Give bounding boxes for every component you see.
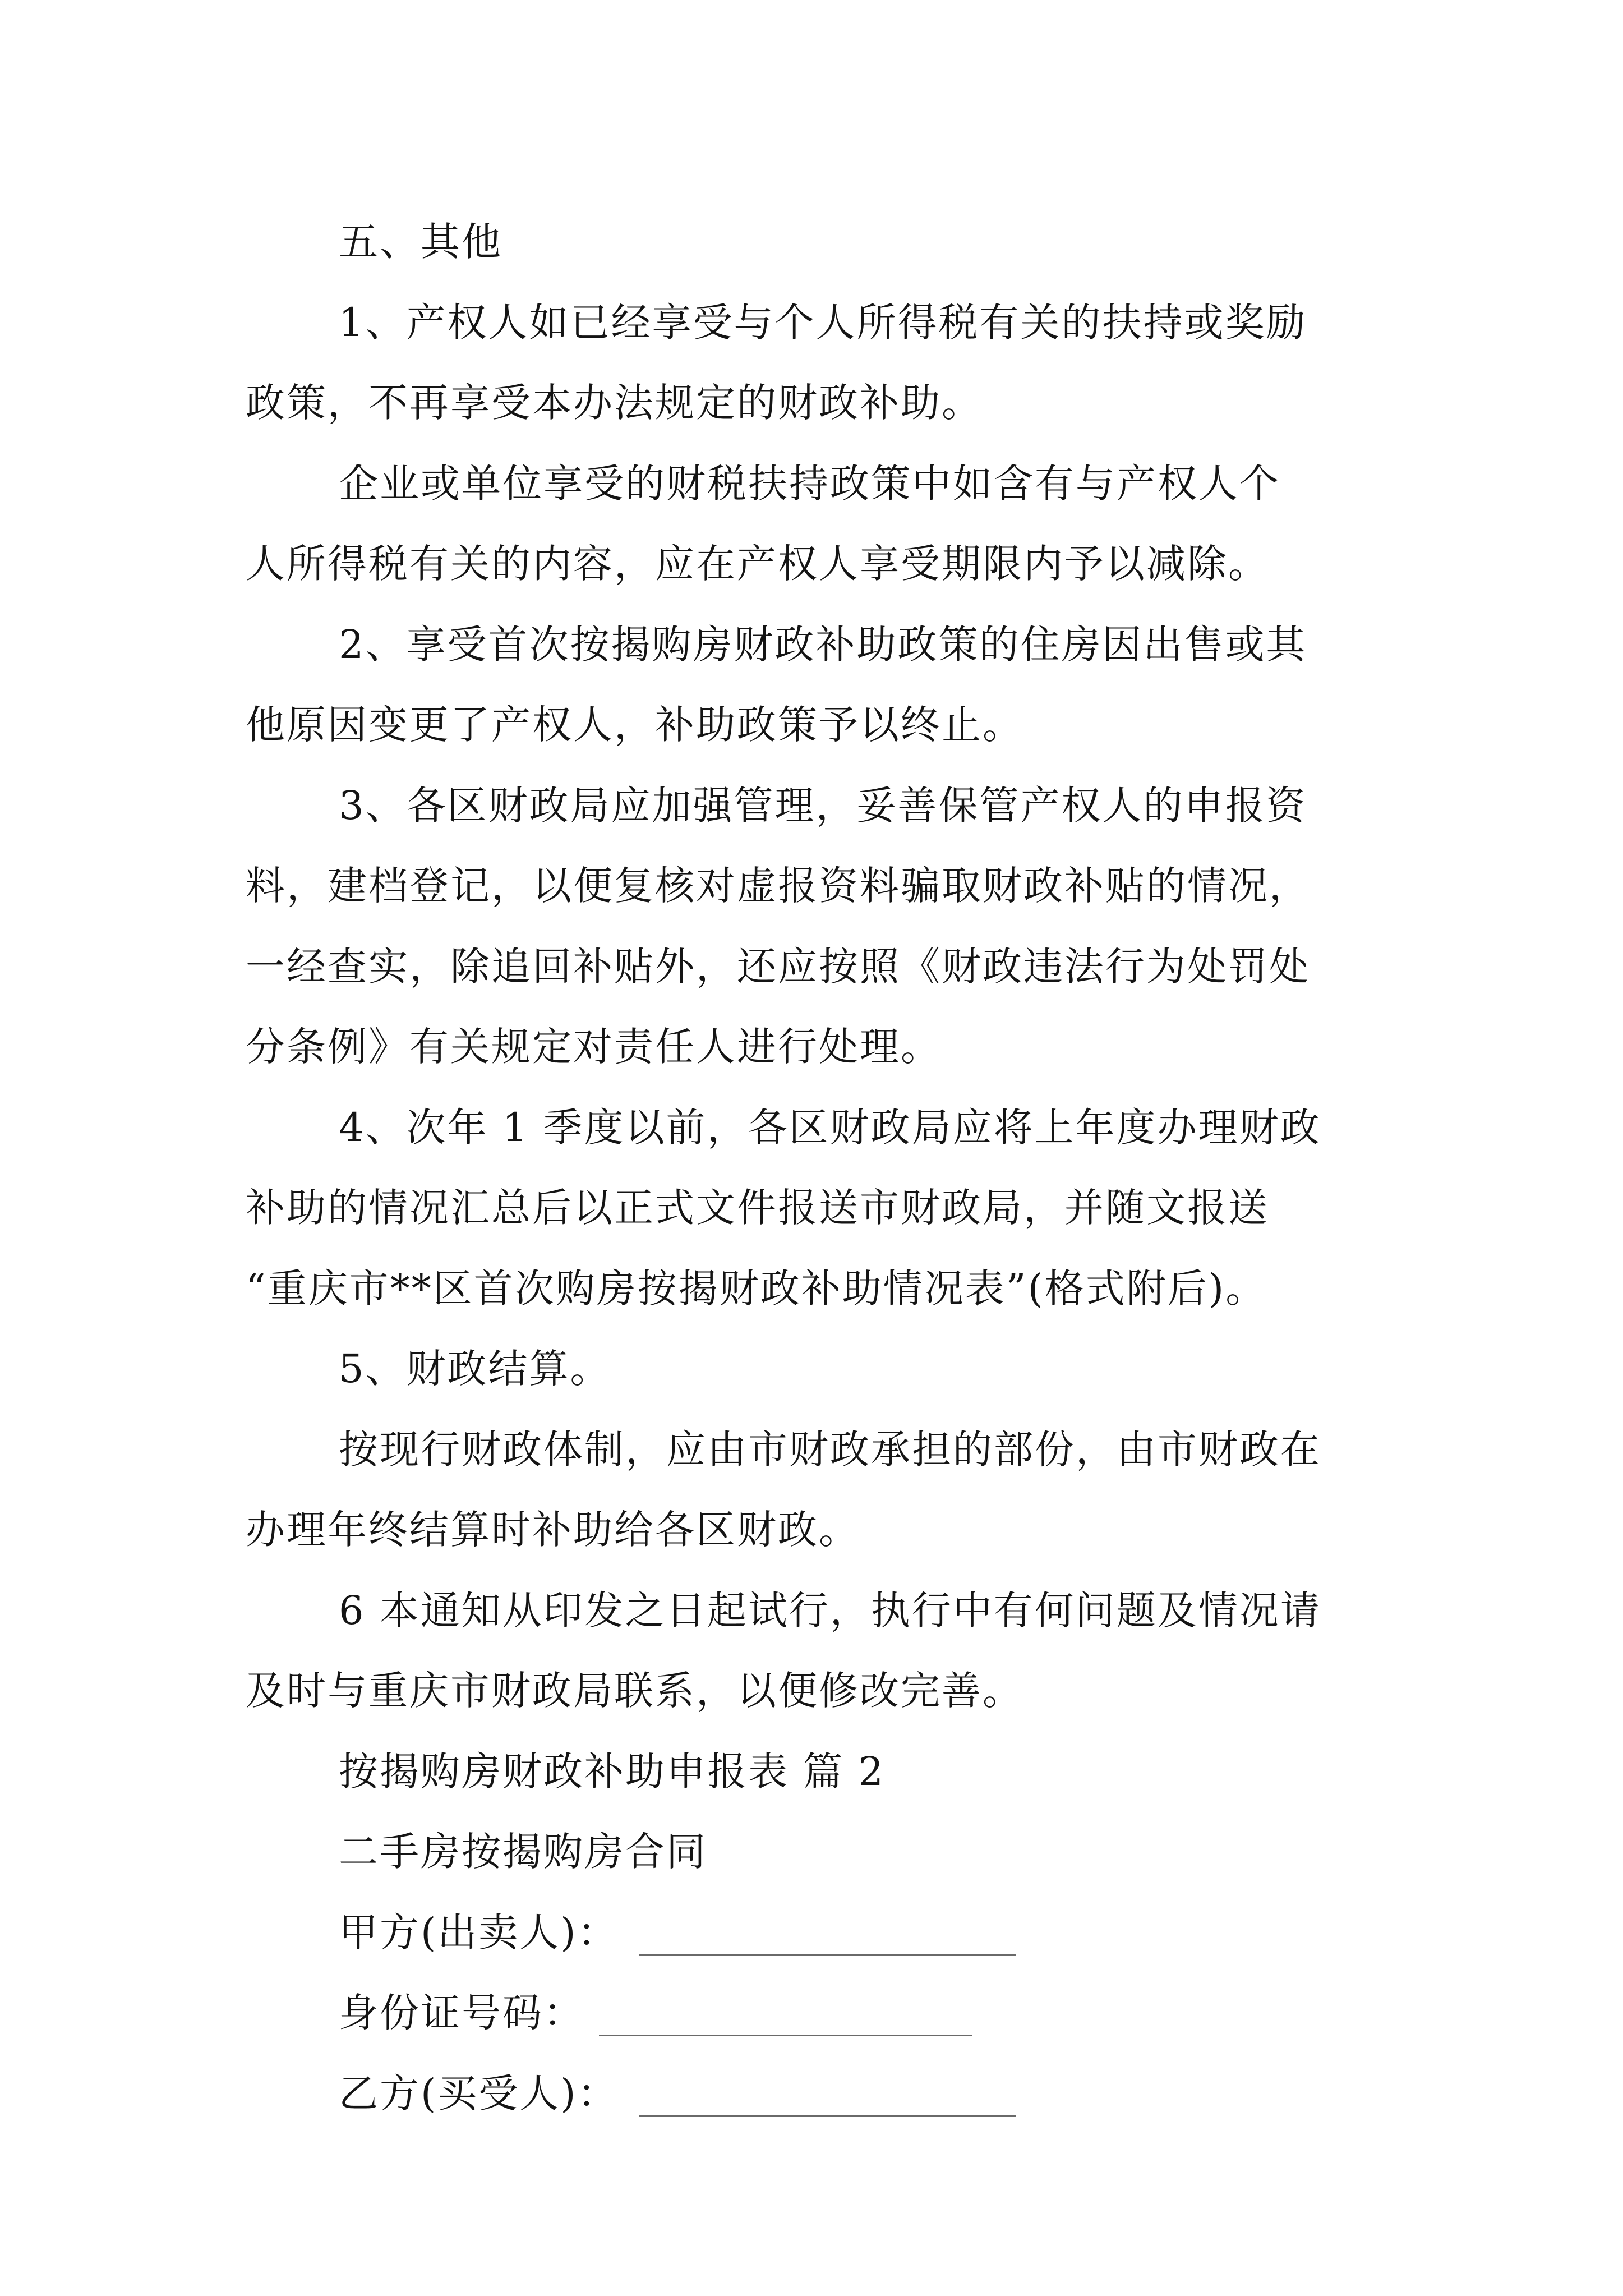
paragraph-1-line-2: 政策，不再享受本办法规定的财政补助。 [246,380,983,426]
paragraph-7-line-2: 办理年终结算时补助给各区财政。 [246,1507,860,1553]
article-title: 按揭购房财政补助申报表 篇 2 [339,1749,886,1795]
paragraph-2-line-1: 企业或单位享受的财税扶持政策中如含有与产权人个 [339,461,1280,507]
section-heading: 五、其他 [339,219,502,265]
buyer-label: 乙方(买受人)： [339,2070,619,2116]
paragraph-3-line-2: 他原因变更了产权人，补助政策予以终止。 [246,702,1023,748]
contract-title: 二手房按揭购房合同 [339,1829,707,1875]
id-number-blank[interactable] [599,2035,972,2036]
seller-blank[interactable] [639,1954,1016,1956]
id-number-label: 身份证号码： [339,1990,584,2036]
paragraph-1-line-1: 1、产权人如已经享受与个人所得税有关的扶持或奖励 [339,300,1307,346]
seller-label: 甲方(出卖人)： [339,1910,619,1955]
paragraph-8-line-2: 及时与重庆市财政局联系，以便修改完善。 [246,1668,1023,1714]
paragraph-5-line-3: “重庆市**区首次购房按揭财政补助情况表”(格式附后)。 [246,1266,1267,1312]
paragraph-6-line-1: 5、财政结算。 [339,1346,611,1392]
paragraph-3-line-1: 2、享受首次按揭购房财政补助政策的住房因出售或其 [339,622,1307,668]
paragraph-4-line-3: 一经查实，除追回补贴外，还应按照《财政违法行为处罚处 [246,944,1310,990]
buyer-blank[interactable] [639,2115,1016,2117]
paragraph-4-line-2: 料，建档登记，以便复核对虚报资料骗取财政补贴的情况， [246,863,1310,909]
paragraph-4-line-1: 3、各区财政局应加强管理，妥善保管产权人的申报资 [339,783,1307,829]
paragraph-2-line-2: 人所得税有关的内容，应在产权人享受期限内予以减除。 [246,541,1269,587]
paragraph-8-line-1: 6 本通知从印发之日起试行，执行中有何问题及情况请 [339,1588,1321,1634]
paragraph-4-line-4: 分条例》有关规定对责任人进行处理。 [246,1024,942,1070]
paragraph-5-line-1: 4、次年 1 季度以前，各区财政局应将上年度办理财政 [339,1105,1321,1151]
paragraph-7-line-1: 按现行财政体制，应由市财政承担的部份，由市财政在 [339,1427,1321,1473]
paragraph-5-line-2: 补助的情况汇总后以正式文件报送市财政局，并随文报送 [246,1185,1269,1231]
